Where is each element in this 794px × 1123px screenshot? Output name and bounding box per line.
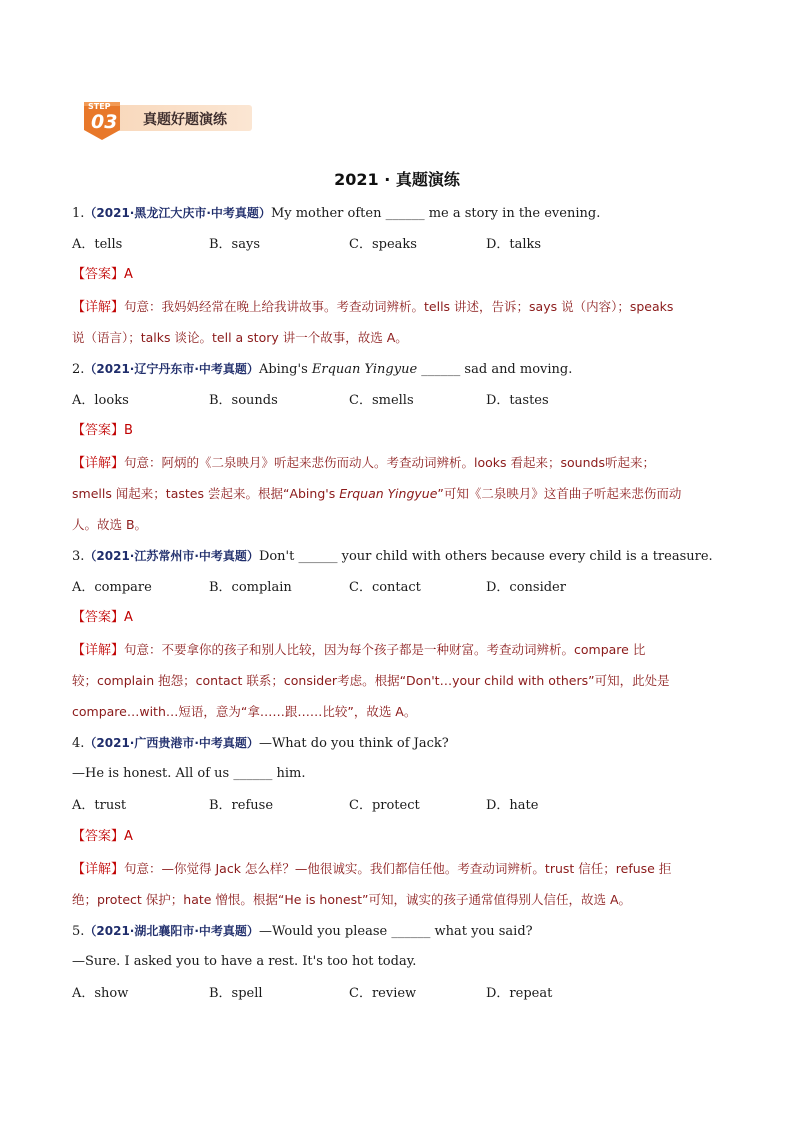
question-source: （2021·广西贵港市·中考真题） [84, 736, 259, 750]
question-4 [72, 734, 449, 753]
question-source: （2021·辽宁丹东市·中考真题） [84, 362, 259, 376]
option-c: C．speaks [349, 237, 417, 252]
banner-label: 真题好题演练 [143, 112, 227, 128]
question-stem-title: Erquan Yingyue [311, 362, 418, 377]
option-c: C．contact [349, 580, 421, 595]
answer-2 [72, 422, 133, 440]
option-a: A．trust [72, 798, 127, 813]
option-c: C．protect [349, 798, 420, 813]
answer-value: A [124, 267, 133, 282]
question-stem-post: ______ sad and moving. [417, 362, 573, 377]
question-3 [72, 547, 713, 566]
detail-text: ”可知《二泉映月》这首曲子听起来悲伤而动 [437, 486, 682, 501]
detail-3-line-1 [72, 641, 645, 660]
option-b: B．sounds [209, 393, 278, 408]
option-c: C．smells [349, 393, 414, 408]
question-stem: My mother often ______ me a story in the evening. [270, 206, 601, 221]
detail-text: 句意：阿炳的《二泉映月》听起来悲伤而动人。考查动词辨析。looks 看起来；sounds听起来； [124, 455, 655, 470]
answer-tag: 【答案】 [72, 829, 125, 844]
question-stem: Don't ______ your child with others because every child is a treasure. [258, 549, 713, 564]
detail-title: Erquan Yingyue [339, 486, 438, 501]
question-5-stem-2: —Sure. I asked you to have a rest. It's too hot today. [72, 954, 417, 969]
option-b: B．spell [209, 986, 263, 1001]
option-d: D．tastes [486, 393, 549, 408]
detail-tag: 【详解】 [72, 643, 125, 658]
question-number: 3. [72, 549, 85, 564]
question-source: （2021·江苏常州市·中考真题） [84, 549, 259, 563]
answer-tag: 【答案】 [72, 267, 125, 282]
section-title: 2021 · 真题演练 [334, 170, 460, 189]
option-d: D．repeat [486, 986, 553, 1001]
option-d: D．talks [486, 237, 542, 252]
detail-1-line-2: 说（语言）；talks 谈论。tell a story 讲一个故事，故选 A。 [72, 330, 408, 345]
option-a: A．show [72, 986, 129, 1001]
detail-tag: 【详解】 [72, 300, 125, 315]
answer-3 [72, 609, 133, 627]
step-banner [80, 100, 252, 142]
option-a: A．tells [72, 237, 123, 252]
detail-4-line-1 [72, 860, 671, 879]
detail-text: smells 闻起来；tastes 尝起来。根据“Abing's [72, 486, 340, 501]
answer-tag: 【答案】 [72, 423, 125, 438]
question-5 [72, 922, 533, 941]
detail-3-line-3: compare…with…短语，意为“拿……跟……比较”，故选 A。 [72, 704, 417, 719]
answer-1 [72, 266, 133, 284]
option-a: A．compare [72, 580, 152, 595]
option-d: D．hate [486, 798, 539, 813]
answer-value: A [124, 829, 133, 844]
answer-value: B [124, 423, 133, 438]
question-number: 2. [72, 362, 85, 377]
option-b: B．says [209, 237, 260, 252]
question-number: 5. [72, 924, 85, 939]
answer-4 [72, 828, 133, 846]
step-word: STEP [88, 102, 111, 111]
detail-tag: 【详解】 [72, 862, 125, 877]
detail-text: 句意：—你觉得 Jack 怎么样？—他很诚实。我们都信任他。考查动词辨析。trust 信任；refuse 拒 [124, 861, 672, 876]
option-b: B．refuse [209, 798, 274, 813]
detail-text: 句意：不要拿你的孩子和别人比较，因为每个孩子都是一种财富。考查动词辨析。compare 比 [124, 642, 646, 657]
detail-tag: 【详解】 [72, 456, 125, 471]
answer-value: A [124, 610, 133, 625]
question-1 [72, 204, 600, 223]
question-2 [72, 360, 572, 379]
step-number: 03 [91, 111, 118, 133]
question-number: 4. [72, 736, 85, 751]
answer-tag: 【答案】 [72, 610, 125, 625]
detail-3-line-2: 较；complain 抱怨；contact 联系；consider考虑。根据“Don't…your child with others”可知，此处是 [72, 673, 670, 688]
detail-1-line-1 [72, 298, 673, 317]
question-source: （2021·黑龙江大庆市·中考真题） [84, 206, 271, 220]
question-number: 1. [72, 206, 85, 221]
option-b: B．complain [209, 580, 292, 595]
detail-text: 句意：我妈妈经常在晚上给我讲故事。考查动词辨析。tells 讲述，告诉；says 说（内容）；speaks [124, 299, 674, 314]
detail-2-line-2 [72, 485, 681, 503]
question-stem: —What do you think of Jack? [258, 736, 449, 751]
option-c: C．review [349, 986, 417, 1001]
step-badge [80, 100, 124, 142]
detail-2-line-3: 人。故选 B。 [72, 517, 148, 532]
question-stem-pre: Abing's [258, 362, 312, 377]
option-a: A．looks [72, 393, 129, 408]
question-stem: —Would you please ______ what you said? [258, 924, 533, 939]
option-d: D．consider [486, 580, 566, 595]
question-4-stem-2: —He is honest. All of us ______ him. [72, 766, 306, 781]
question-source: （2021·湖北襄阳市·中考真题） [84, 924, 259, 938]
detail-2-line-1 [72, 454, 655, 473]
detail-4-line-2: 绝；protect 保护；hate 憎恨。根据“He is honest”可知，诚实的孩子通常值得别人信任，故选 A。 [72, 892, 632, 907]
